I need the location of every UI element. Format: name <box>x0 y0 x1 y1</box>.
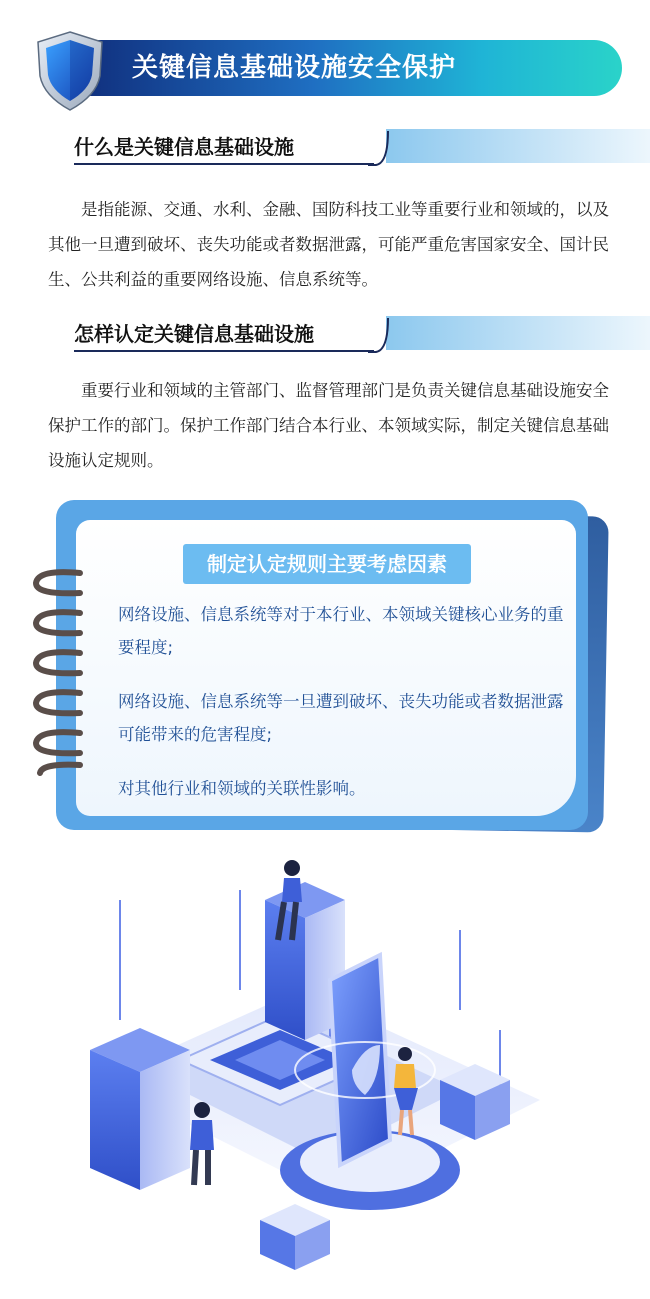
section-body-what: 是指能源、交通、水利、金融、国防科技工业等重要行业和领域的，以及其他一旦遭到破坏、丧失功能或者数据泄露，可能严重危害国家安全、国计民生、公共利益的重要网络设施、信息系统等。 <box>48 200 609 289</box>
notebook-rings-icon <box>28 565 98 780</box>
shield-icon <box>34 30 106 112</box>
section-body-how: 重要行业和领域的主管部门、监督管理部门是负责关键信息基础设施安全保护工作的部门。保护工作部门结合本行业、本领域实际，制定关键信息基础设施认定规则。 <box>48 381 609 470</box>
card-item: 网络设施、信息系统等对于本行业、本领域关键核心业务的重要程度; <box>118 605 564 657</box>
card-item: 网络设施、信息系统等一旦遭到破坏、丧失功能或者数据泄露可能带来的危害程度; <box>118 692 564 744</box>
section-heading-how <box>74 316 634 352</box>
heading-bar <box>386 316 650 350</box>
section-heading-what <box>74 129 634 165</box>
card-item: 对其他行业和领域的关联性影响。 <box>118 779 366 798</box>
security-illustration <box>80 840 580 1280</box>
page-title: 关键信息基础设施安全保护 <box>132 53 457 83</box>
card-title: 制定认定规则主要考虑因素 <box>183 544 471 584</box>
section-heading-label: 什么是关键信息基础设施 <box>74 129 374 165</box>
heading-bar <box>386 129 650 163</box>
section-heading-label: 怎样认定关键信息基础设施 <box>74 316 374 352</box>
